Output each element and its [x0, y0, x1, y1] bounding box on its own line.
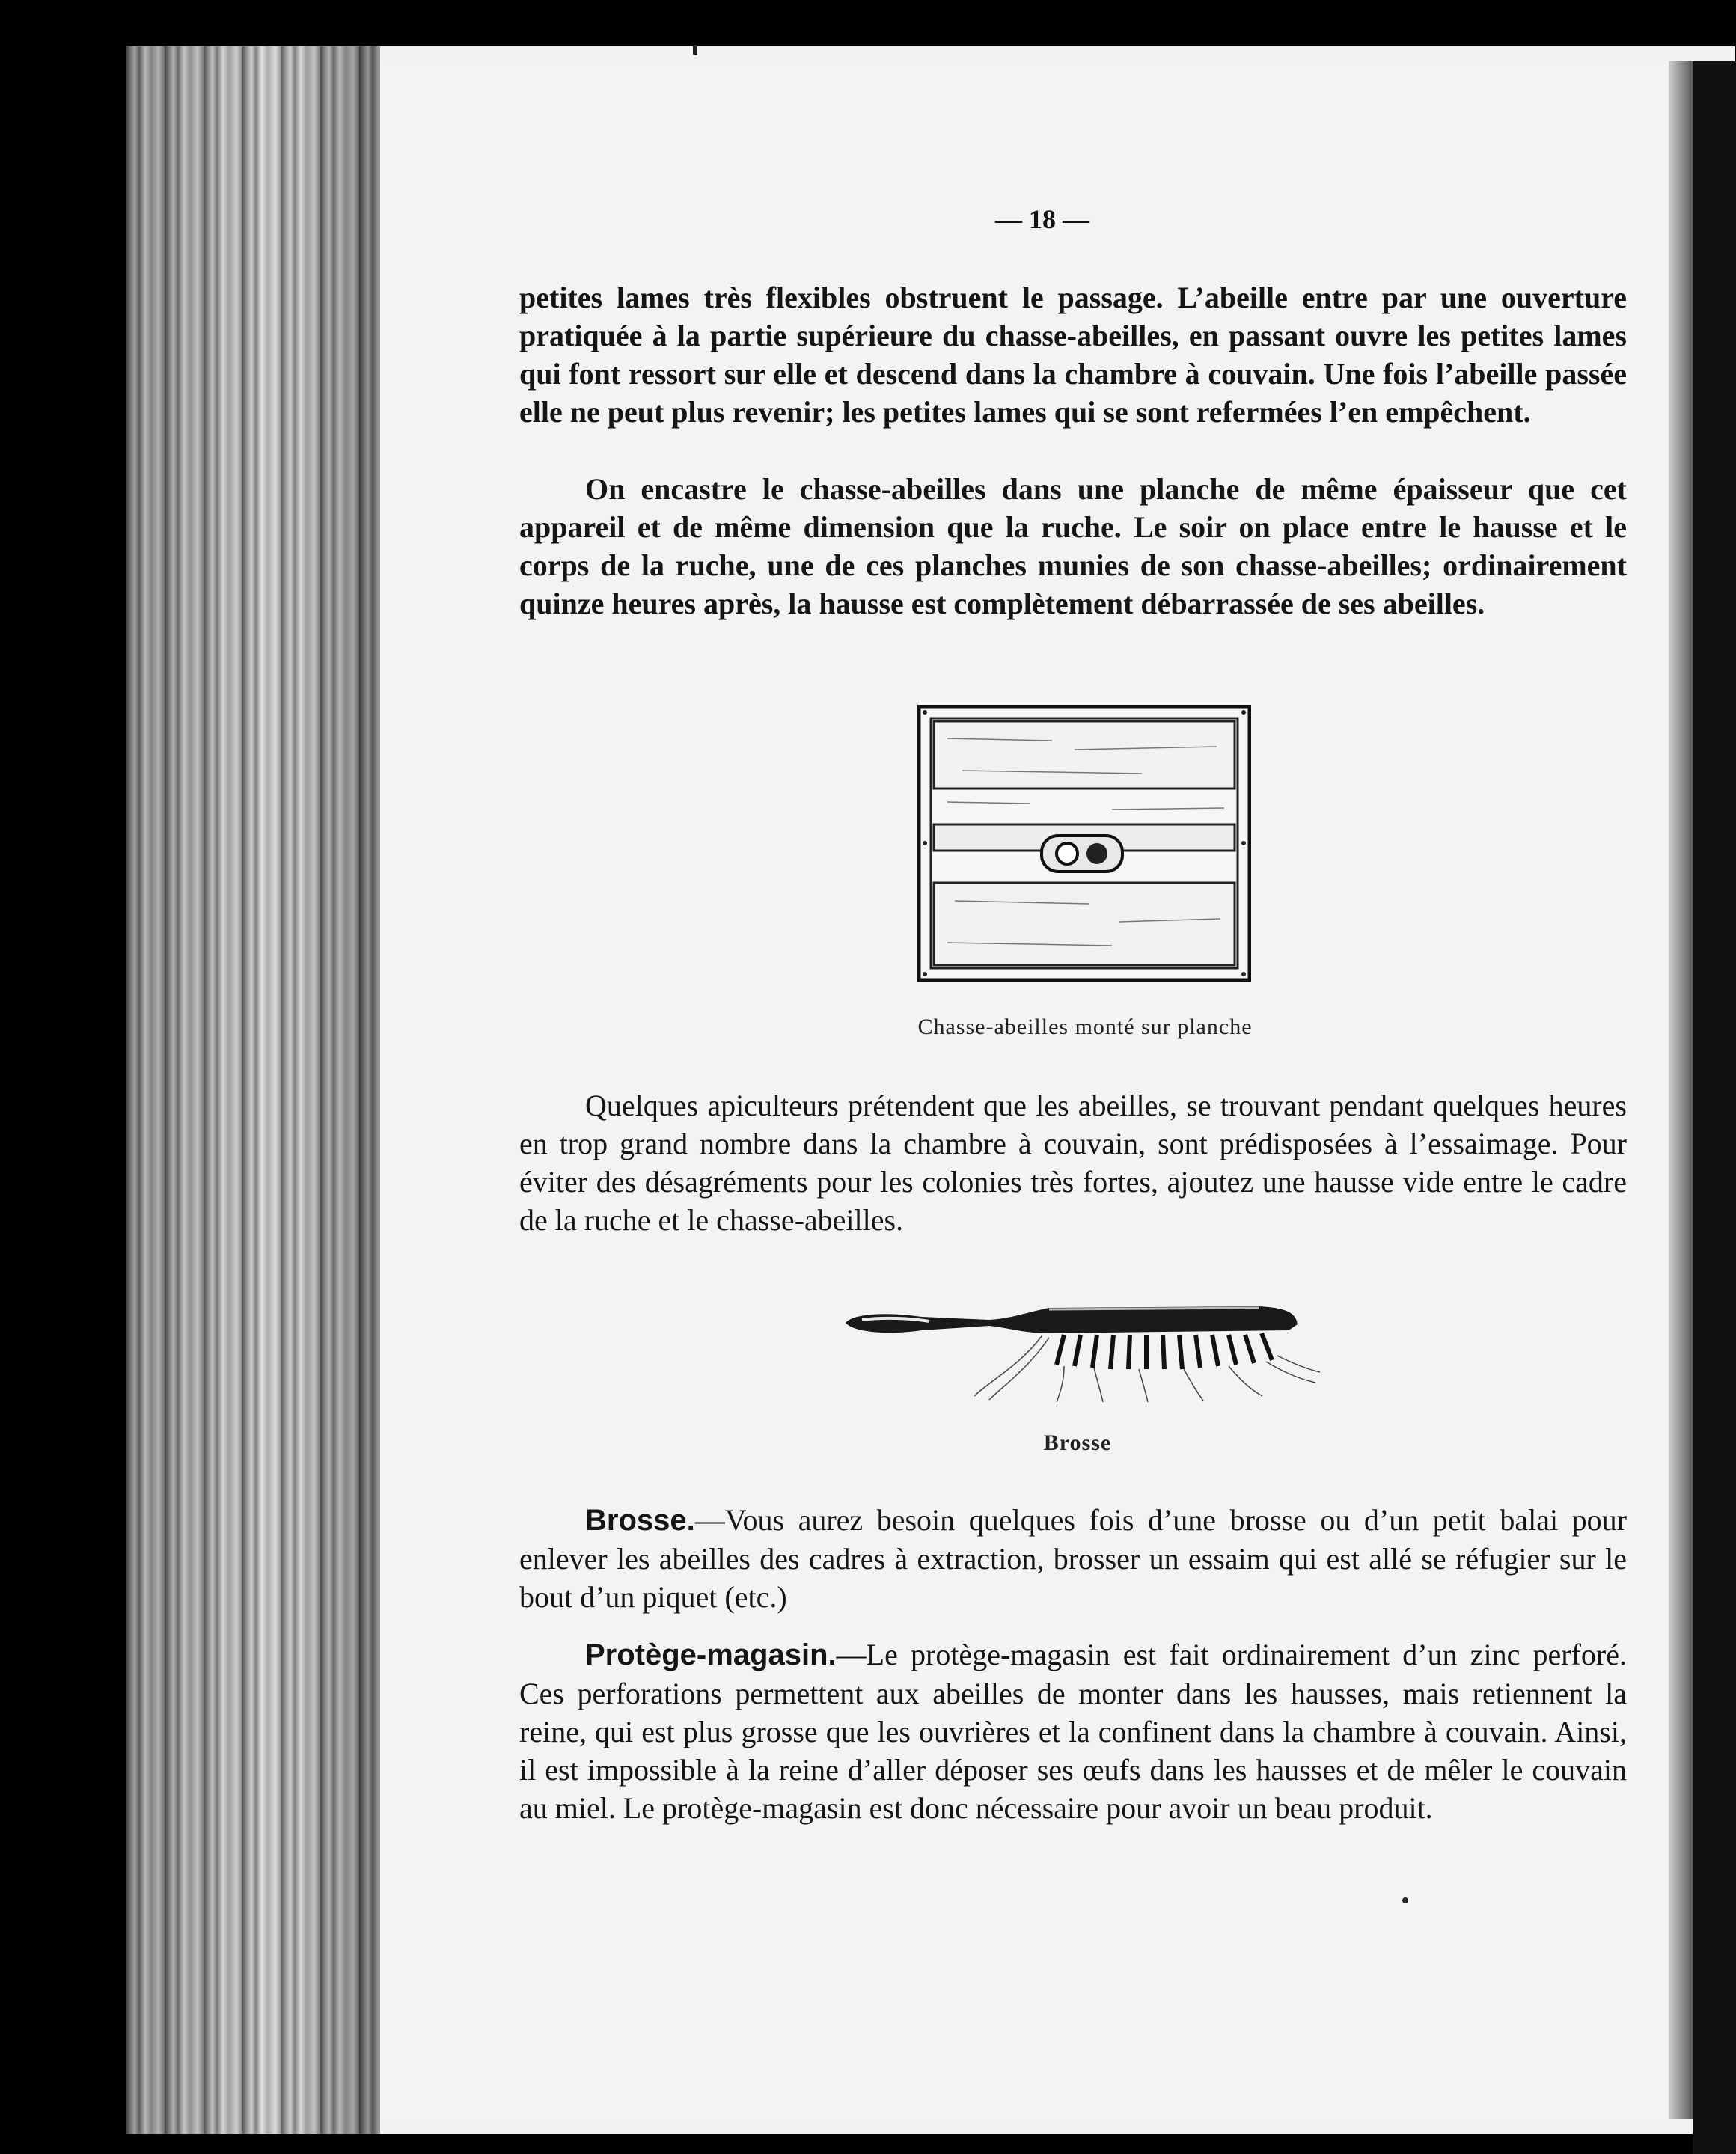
brush-figure-caption: Brosse [1043, 1431, 1112, 1455]
page-gutter-shadow [1669, 61, 1693, 2119]
paragraph-2: On encastre le chasse-abeilles dans une planche de même épaisseur que cet appareil et de même dimension que la ruche. Le soir on place entre le hausse et le corps de la ruche, une de ces planches munies de son chasse-abeilles; ordinairement quinze heures après, la hausse est complètement débarrassée de ses abeilles. [519, 472, 1627, 620]
paragraph-3: Quelques apiculteurs prétendent que les abeilles, se trouvant pendant quelques heures en trop grand nombre dans la chambre à couvain, sont prédisposées à l’essaimage. Pour éviter des désagréments pour les colonies très fortes, ajoutez une hausse vide entre le cadre de la ruche et le chasse-abeilles. [519, 1089, 1627, 1237]
page-number: — 18 — [995, 204, 1089, 234]
paragraph-protege-magasin [519, 1636, 1627, 1827]
board-figure-caption: Chasse-abeilles monté sur planche [917, 1015, 1253, 1039]
ink-speck [693, 45, 697, 55]
binding-edge [1693, 61, 1736, 2154]
brush-illustration [840, 1291, 1323, 1404]
paragraph-protege-magasin-text: —Le protège-magasin est fait ordinairement d’un zinc perforé. Ces perforations permettent aux abeilles de monter dans les hausses, mais retiennent la reine, qui est plus grosse que les ouvrières et la confinent dans la chambre à couvain. Ainsi, il est impossible à la reine d’aller déposer ses œufs dans les hausses et de mêler le couvain au miel. Le protège-magasin est donc nécessaire pour avoir un beau produit. [519, 1638, 1627, 1825]
runin-protege-magasin: Protège-magasin. [585, 1639, 837, 1671]
ink-speck [1402, 1897, 1408, 1903]
runin-brosse: Brosse. [585, 1504, 695, 1537]
paragraph-brosse [519, 1501, 1627, 1616]
paragraph-1: petites lames très flexibles obstruent le passage. L’abeille entre par une ouverture pratiquée à la partie supérieure du chasse-abeilles, en passant ouvre les petites lames qui font ressort sur elle et descend dans la chambre à couvain. Une fois l’abeille passée elle ne peut plus revenir; les petites lames qui se sont refermées l’en empêchent. [519, 281, 1627, 429]
paragraph-brosse-text: —Vous aurez besoin quelques fois d’une brosse ou d’un petit balai pour enlever les abeilles des cadres à extraction, brosser un essaim qui est allé se réfugier sur le bout d’un piquet (etc.) [519, 1503, 1627, 1614]
bee-escape-board-illustration [917, 705, 1251, 982]
page-edges [126, 46, 380, 2134]
